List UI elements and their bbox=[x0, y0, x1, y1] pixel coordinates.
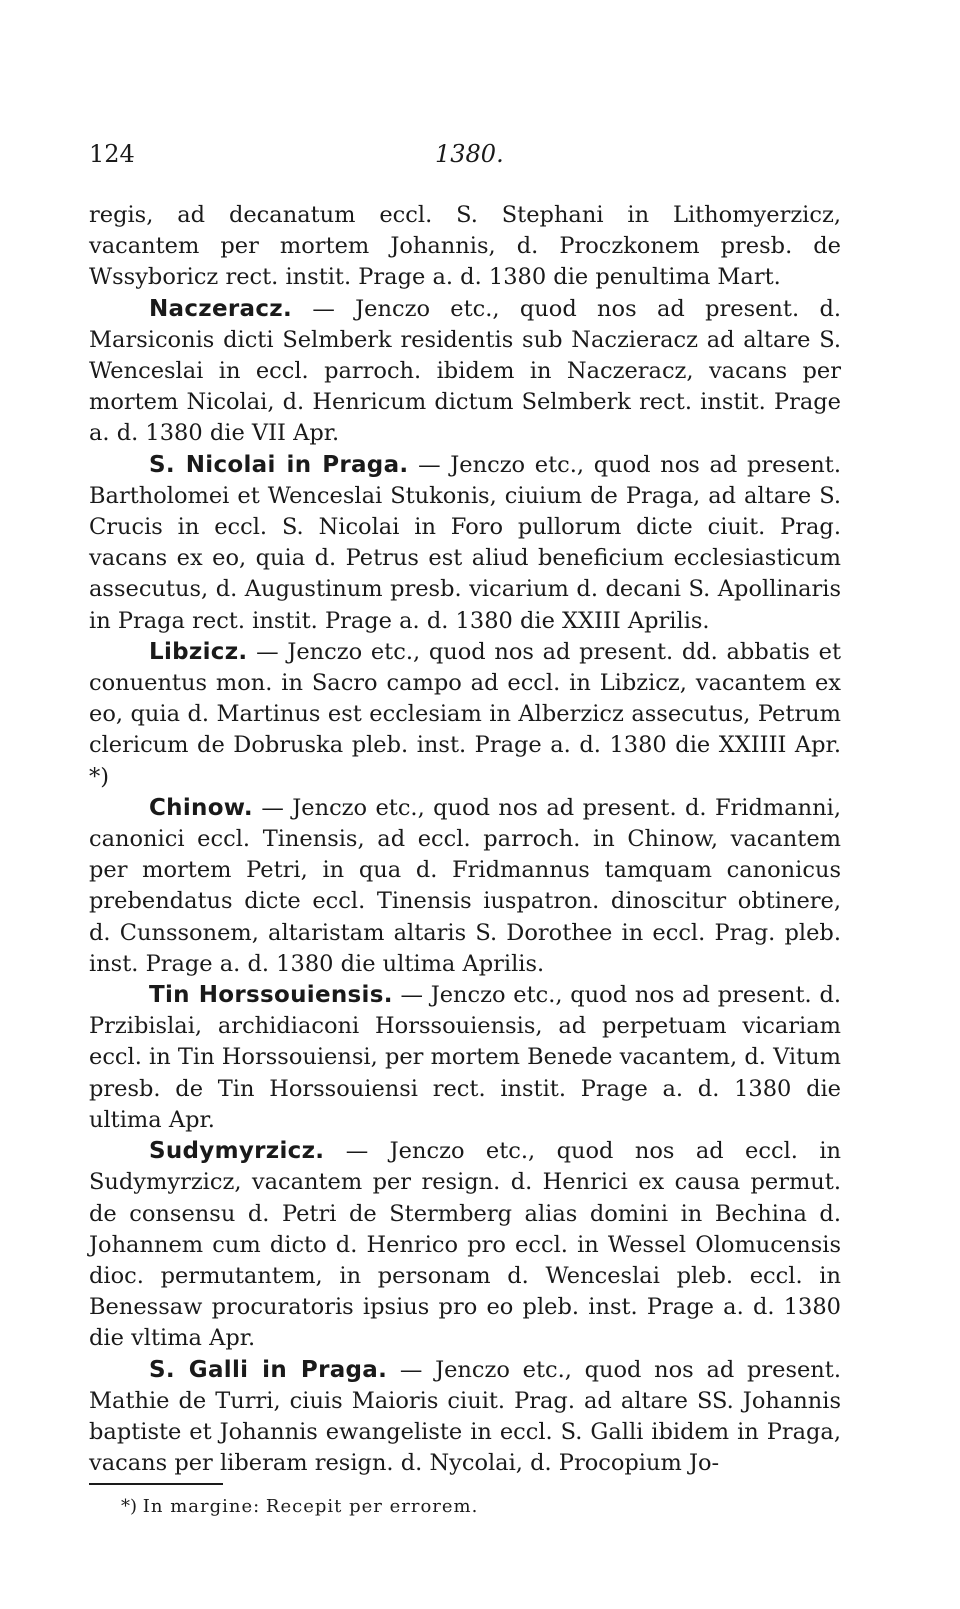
page-number: 124 bbox=[89, 140, 135, 168]
entry-text: — Jenczo etc., quod nos ad present. Bartholomei et Wenceslai Stukonis, ciuium de Praga, ad altare S. Crucis in eccl. S. Nicolai in Foro pullorum dicte ciuit. Prag. vacans ex eo, quia d. Petrus est aliud beneficium ecclesiasticum assecutus, d. Augustinum presb. vicarium d. decani S. Apollinaris in Praga rect. instit. Prage a. d. 1380 die XXIII Aprilis. bbox=[89, 451, 841, 634]
entry-heading: Chinow. bbox=[149, 794, 253, 821]
entry-naczeracz bbox=[89, 294, 841, 450]
footnote-text: Recepit per errorem. bbox=[265, 1496, 479, 1517]
entry-tin-horssouiensis bbox=[89, 980, 841, 1136]
entry-text: — Jenczo etc., quod nos ad present. Mathie de Turri, ciuis Maioris ciuit. Prag. ad altare SS. Johannis baptiste et Johannis ewangeliste in eccl. S. Galli ibidem in Praga, vacans per liberam resign. d. Nycolai, d. Procopium Jo- bbox=[89, 1356, 841, 1477]
entry-text: — Jenczo etc., quod nos ad present. d. Fridmanni, canonici eccl. Tinensis, ad eccl. parroch. in Chinow, vacantem per mortem Petri, in qua d. Fridmannus tamquam canonicus prebendatus dicte eccl. Tinensis iuspatron. dinoscitur obtinere, d. Cunssonem, altaristam altaris S. Dorothee in eccl. Prag. pleb. inst. Prage a. d. 1380 die ultima Aprilis. bbox=[89, 794, 841, 977]
entry-heading: Naczeracz. bbox=[149, 295, 293, 322]
entry-heading: Libzicz. bbox=[149, 638, 248, 665]
page-header bbox=[89, 140, 849, 172]
entry-text: — Jenczo etc., quod nos ad present. dd. abbatis et conuentus mon. in Sacro campo ad eccl. in Libzicz, vacantem ex eo, quia d. Martinus est ecclesiam in Alberzicz assecutus, Petrum clericum de Dobruska pleb. inst. Prage a. d. 1380 die XXIIII Apr. *) bbox=[89, 638, 841, 790]
footnote-rule bbox=[89, 1483, 223, 1485]
entry-heading: Sudymyrzicz. bbox=[149, 1138, 325, 1165]
entry-s-galli-in-praga bbox=[89, 1355, 841, 1480]
entry-heading: Tin Horssouiensis. bbox=[149, 982, 393, 1009]
entry-text: — Jenczo etc., quod nos ad present. d. Przibislai, archidiaconi Horssouiensis, ad perpetuam vicariam eccl. in Tin Horssouiensi, per mortem Benede vacantem, d. Vitum presb. de Tin Horssouiensi rect. instit. Prage a. d. 1380 die ultima Apr. bbox=[89, 982, 841, 1133]
entry-text: — Jenczo etc., quod nos ad eccl. in Sudymyrzicz, vacantem per resign. d. Henrici ex causa permut. de consensu d. Petri de Stermberg alias domini in Bechina d. Johannem cum dicto d. Henrico pro eccl. in Wessel Olomucensis dioc. permutantem, in personam d. Wenceslai pleb. eccl. in Benessaw procuratoris ipsius pro eo pleb. inst. Prage a. d. 1380 die vltima Apr. bbox=[89, 1138, 842, 1352]
entry-heading: S. Galli in Praga. bbox=[149, 1356, 388, 1383]
body-text bbox=[89, 200, 841, 1479]
entry-text: — Jenczo etc., quod nos ad present. d. Marsiconis dicti Selmberk residentis sub Naczieracz ad altare S. Wenceslai in eccl. parroch. ibidem in Naczeracz, vacans per mortem Nicolai, d. Henricum dictum Selmberk rect. instit. Prage a. d. 1380 die VII Apr. bbox=[89, 295, 841, 447]
footnote bbox=[121, 1496, 478, 1517]
entry-chinow bbox=[89, 793, 841, 980]
entry-libzicz bbox=[89, 637, 841, 793]
entry-heading: S. Nicolai in Praga. bbox=[149, 451, 409, 478]
footnote-label: In margine: bbox=[142, 1496, 261, 1517]
entry-sudymyrzicz bbox=[89, 1136, 841, 1354]
continuation-paragraph: regis, ad decanatum eccl. S. Stephani in Lithomyerzicz, vacantem per mortem Johannis, d. Proczkonem presb. de Wssyboricz rect. instit. Prage a. d. 1380 die penultima Mart. bbox=[89, 202, 841, 291]
footnote-marker: *) bbox=[121, 1496, 138, 1517]
entry-s-nicolai-in-praga bbox=[89, 450, 841, 637]
running-title: 1380. bbox=[435, 140, 504, 168]
